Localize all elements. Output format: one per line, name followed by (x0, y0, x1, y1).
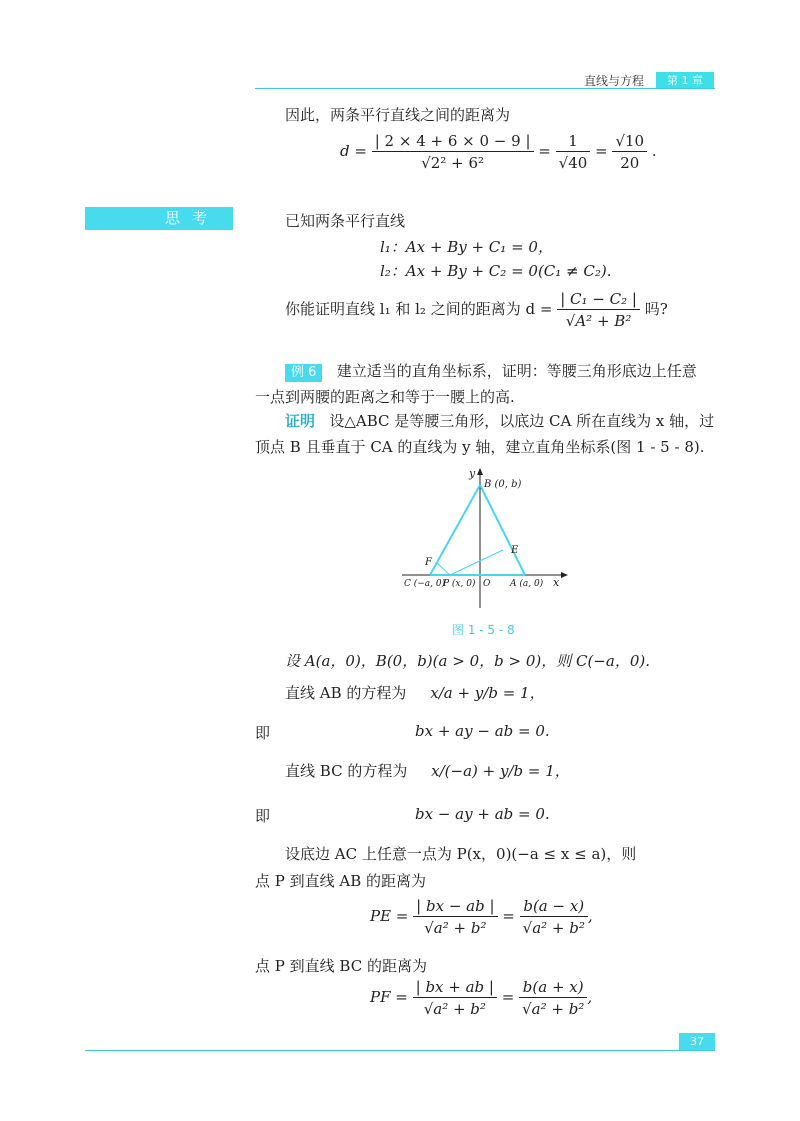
example-badge: 例 6 (285, 364, 322, 382)
formula-eq-1: = (538, 142, 551, 160)
pe-fraction-1 (413, 897, 497, 937)
formula-num-1: | 2 × 4 + 6 × 0 − 9 | (372, 132, 534, 152)
pf-formula: PF = $\frac{| bx + ab |}{\text{√a² + b²}}$ = $\frac{b(a + x)}{\text{√a² + b²}}$ , (370, 978, 593, 1018)
think-q-den: √A² + B² (565, 312, 632, 330)
pe-fraction-2 (520, 897, 588, 937)
pf-line: 点 P 到直线 BC 的距离为 (255, 957, 427, 975)
pf-lhs: PF = (370, 988, 408, 1006)
formula-eq-2: = (595, 142, 608, 160)
think-question-post: 吗? (644, 300, 668, 318)
intro-sentence: 因此，两条平行直线之间的距离为 (285, 106, 511, 124)
label-b: B (0, b) (484, 479, 522, 490)
pf-fraction-2 (519, 978, 587, 1018)
ji-1: 即 (255, 724, 271, 742)
formula-fraction-2 (556, 132, 591, 172)
segment-pe (450, 550, 503, 575)
think-q-num: | C₁ − C₂ | (557, 290, 640, 310)
bc-line (285, 760, 570, 781)
side-bc (430, 485, 480, 575)
ab-standard: bx + ay − ab = 0. (415, 722, 550, 740)
formula-lhs: d = (340, 142, 367, 160)
footer-rule (85, 1050, 715, 1051)
pf-den-1: √a² + b² (423, 1000, 486, 1018)
label-p: P (x, 0) (443, 579, 476, 589)
formula-num-3: √10 (612, 132, 647, 152)
figure-caption: 图 1 - 5 - 8 (452, 623, 515, 637)
chapter-title: 直线与方程 (584, 74, 645, 88)
think-question-fraction (557, 290, 640, 330)
formula-den-3: 20 (620, 154, 640, 172)
proof-line-1 (285, 410, 714, 431)
pe-formula: PE = $\frac{| bx - ab |}{\text{√a² + b²}}$ = $\frac{b(a - x)}{\text{√a² + b²}}$ , (370, 897, 593, 937)
think-l2: l₂：Ax + By + C₂ = 0(C₁ ≠ C₂). (380, 262, 612, 280)
formula-end: . (651, 142, 657, 160)
ab-line (285, 682, 545, 703)
label-o: O (483, 579, 491, 589)
formula-den-1: √2² + 6² (421, 154, 485, 172)
think-line-1: 已知两条平行直线 (285, 212, 406, 230)
page-number: 37 (679, 1033, 715, 1050)
pe-den-1: √a² + b² (424, 919, 487, 937)
set-points: 设 A(a，0)，B(0，b)(a > 0，b > 0)，则 C(−a，0). (285, 652, 650, 670)
proof-text-1: 设△ABC 是等腰三角形，以底边 CA 所在直线为 x 轴，过 (329, 412, 715, 430)
bc-prefix: 直线 BC 的方程为 (285, 762, 408, 780)
proof-label: 证明 (285, 412, 316, 430)
think-question (285, 290, 668, 330)
pf-end: , (587, 988, 593, 1006)
example-text-1: 建立适当的直角坐标系，证明：等腰三角形底边上任意 (336, 362, 697, 380)
label-a: A (a, 0) (510, 579, 544, 589)
formula-den-2: √40 (558, 154, 588, 172)
pf-fraction-1 (413, 978, 497, 1018)
ab-equation: x/a + y/b = 1， (430, 684, 545, 702)
pe-num-1: | bx − ab | (413, 897, 497, 917)
think-question-pre: 你能证明直线 l₁ 和 l₂ 之间的距离为 d = (285, 300, 553, 318)
pe-lhs: PE = (370, 907, 409, 925)
p-line-2: 点 P 到直线 AB 的距离为 (255, 872, 427, 890)
example-line-2: 一点到两腰的距离之和等于一腰上的高. (255, 388, 515, 406)
label-e: E (511, 545, 519, 556)
proof-line-2: 顶点 B 且垂直于 CA 的直线为 y 轴，建立直角坐标系(图 1 - 5 - 8). (255, 438, 705, 456)
distance-formula (340, 132, 657, 172)
pf-den-2: √a² + b² (522, 1000, 585, 1018)
chapter-badge: 第 1 章 (656, 72, 714, 89)
side-ba (480, 485, 525, 575)
header-rule (255, 88, 715, 89)
segment-pf (437, 563, 450, 575)
pe-end: , (587, 907, 593, 925)
example-line-1 (285, 360, 697, 382)
pe-num-2: b(a − x) (520, 897, 588, 917)
triangle-figure (390, 465, 580, 613)
bc-equation: x/(−a) + y/b = 1， (431, 762, 570, 780)
label-x: x (553, 576, 560, 589)
formula-fraction-1 (372, 132, 534, 172)
pf-num-2: b(a + x) (519, 978, 587, 998)
label-f: F (425, 557, 432, 568)
label-y: y (469, 467, 476, 480)
p-line-1: 设底边 AC 上任意一点为 P(x，0)(−a ≤ x ≤ a)，则 (285, 845, 637, 863)
pf-num-1: | bx + ab | (413, 978, 497, 998)
formula-fraction-3 (612, 132, 647, 172)
label-c: C (−a, 0) (404, 579, 446, 589)
think-l1: l₁：Ax + By + C₁ = 0， (380, 238, 553, 256)
bc-standard: bx − ay + ab = 0. (415, 805, 550, 823)
formula-num-2: 1 (556, 132, 591, 152)
pe-den-2: √a² + b² (522, 919, 585, 937)
y-axis-arrow (477, 468, 483, 475)
x-axis-arrow (561, 572, 568, 578)
ab-prefix: 直线 AB 的方程为 (285, 684, 407, 702)
ji-2: 即 (255, 807, 271, 825)
think-badge: 思考 (85, 207, 233, 230)
